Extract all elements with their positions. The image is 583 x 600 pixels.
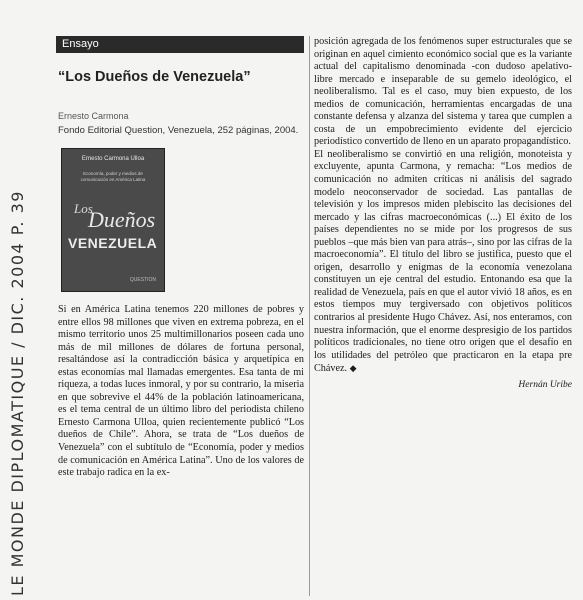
article-title: “Los Dueños de Venezuela”: [58, 69, 251, 85]
reviewer-signature: Hernán Uribe: [518, 379, 572, 390]
left-column: [56, 36, 304, 480]
handwritten-margin-note: LE MONDE DIPLOMATIQUE / DIC. 2004 P. 39: [8, 190, 27, 596]
body-paragraph-2-text: El neoliberalismo se convirtió en una religión, monoteista y excluyente, apunta Carmona, y remacha: “Los medios de comunicación no admiten críticas ni análisis del sagrado modelo neoconservador de sociedad. Las pantallas de televisión y los impresos miden plebiscito las decisiones del mercado y las cifras macroeconómicas (...) El éxito de los países dependientes no se mide por los progresos de sus pueblos –que más bien van para atrás–, sino por las cifras de la macroeconomía”. El título del libro se justifica, puesto que el origen, desarrollo y enigmas de la economía venezolana constituyen un eje central del estudio. Entonando esa que la realidad de Venezuela, país en que el autor vivió 18 años, es en estos tiempos muy tergiversado con objetivos políticos contrarios al presidente Hugo Chávez. Así, nos enteramos, con nuestra información, que el enorme despresigio de los partidos políticos tradicionales, no tiene otro origen que el desafío en los utilidades del petróleo que practicaron en la etapa pre Chávez.: [314, 148, 572, 375]
end-mark-icon: ◆: [349, 363, 357, 374]
column-divider: [309, 36, 310, 596]
cover-subtitle: Economía, poder y medios de comunicación en América Latina: [80, 171, 146, 182]
right-body-text: [314, 36, 572, 376]
publication-info: Fondo Editorial Question, Venezuela, 252 páginas, 2004.: [58, 125, 299, 136]
cover-title-venezuela: VENEZUELA: [68, 235, 158, 251]
cover-title-los: Los: [74, 201, 93, 216]
book-author: Ernesto Carmona: [58, 111, 129, 121]
section-header: Ensayo: [56, 36, 304, 53]
right-column: [314, 36, 572, 390]
cover-publisher: QUESTION: [129, 277, 156, 283]
book-cover-image: [61, 148, 165, 292]
body-paragraph-1: posición agregada de los fenómenos super estructurales que se originan en aquel cimiento económico social que es la variante actual del capitalismo denominada -con dudoso apelativo- libre mercado e inseparable de su gemelo ideológico, el neoliberalismo. Tal es el caso, muy bien expuesto, de los medios de comunicación, herramientas encargadas de una constante defensa y alzanza del sistema y tarea que cumplen a costa de un empobrecimiento evidente del ejercicio periodístico convertido de lleno en un aparato propagandístico.: [314, 36, 572, 148]
left-body-text: Si en América Latina tenemos 220 millones de pobres y entre ellos 98 millones que viven en extrema pobreza, en el mismo territorio unos 25 multimillonarios poseen cada uno más de mil millones de dólares de fortuna personal, resaltándose así la contradicción básica y arquetípica en estas economías mal llamadas emergentes. Esa tanta de mi riqueza, a todas luces inmoral, y por su contrario, la miseria en que sobrevive el 44% de la población latinoamericana, es el tema central de un último libro del periodista chileno Ernesto Carmona Ulloa, quien recientemente publicó “Los dueños de Chile”. Ahora, se trata de “Los dueños de Venezuela” con el subtítulo de “Economía, poder y medios de comunicación en América Latina”. Uno de los valores de este trabajo radica en la ex-: [58, 304, 304, 479]
cover-title-duenos: Dueños: [88, 207, 156, 232]
cover-author: Ernesto Carmona Ulloa: [81, 156, 145, 162]
body-paragraph-2: [314, 149, 572, 376]
